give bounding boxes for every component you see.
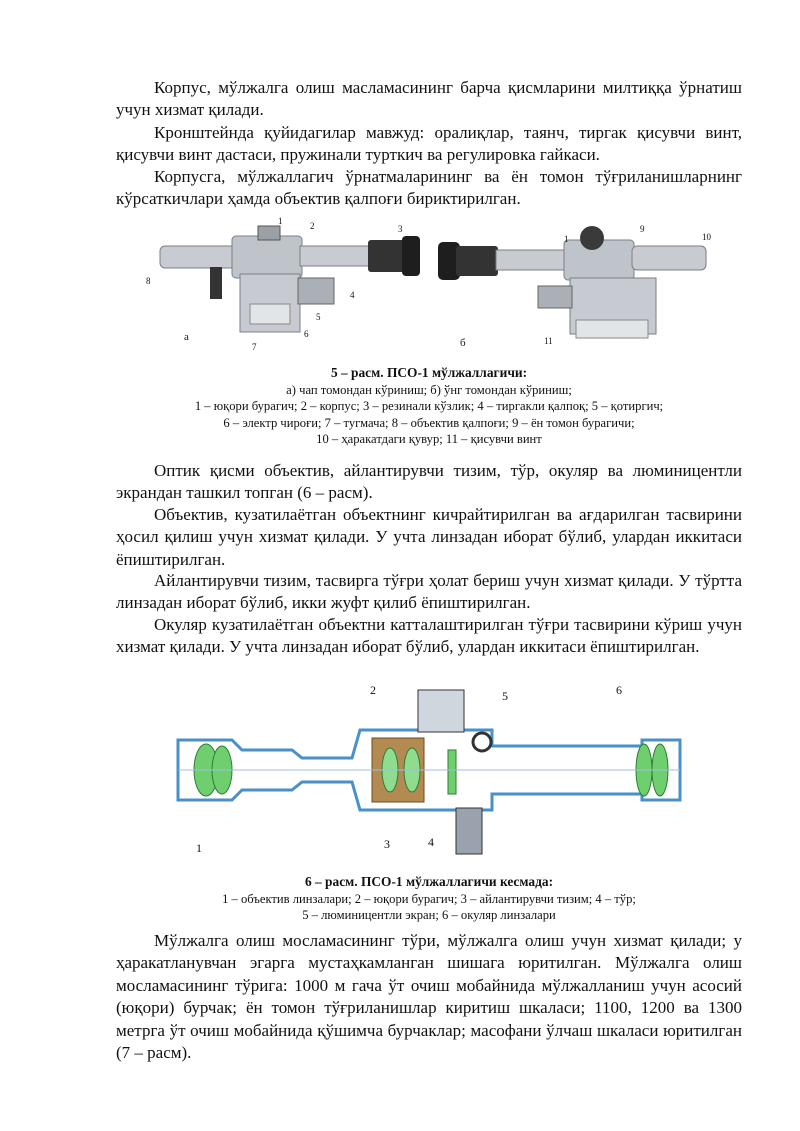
figure-5-caption: 5 – расм. ПСО-1 мўлжаллагичи: а) чап томондан кўриниш; б) ўнг томондан кўриниш; 1 – юқори бурагич; 2 – корпус; 3 – резинали кўзлик; 4 – тиргакли қалпоқ; 5 – қотиргич; 6 – электр чироғи; 7 – тугмача; 8 – объектив қалпоғи; 9 – ён томон бурагичи; 10 – ҳаракатдаги қувур; 11 – қисувчи винт (194, 365, 664, 446)
callout-number: 10 (702, 232, 711, 242)
view-letter: б (460, 337, 466, 349)
scope-cross-section (178, 690, 680, 854)
callout-number: 5 (316, 312, 321, 322)
callout-number: 8 (146, 276, 151, 286)
paragraph: Айлантирувчи тизим, тасвирга тўғри ҳолат бериш учун хизмат қилади. У тўртта линзадан иборат бўлиб, икки жуфт қилиб ёпиштирилган. (116, 571, 742, 613)
paragraph: Оптик қисми объектив, айлантирувчи тизим, тўр, окуляр ва люминицентли экрандан ташкил топган (6 – расм). (116, 461, 742, 503)
callout-number: 1 (196, 841, 202, 855)
callout-number: 1 (278, 216, 283, 226)
callout-number: 7 (252, 342, 257, 352)
figure-6-cross-section (172, 680, 692, 860)
callout-number: 1 (564, 234, 569, 244)
callout-number: 4 (350, 290, 355, 300)
callout-number: 5 (502, 689, 508, 703)
scope-left-view (160, 226, 420, 332)
paragraph: Корпус, мўлжалга олиш масламасининг барча қисмларини милтиққа ўрнатиш учун хизмат қилади. (116, 78, 742, 120)
paragraph: Мўлжалга олиш мосламасининг тўри, мўлжалга олиш учун хизмат қилади; у ҳаракатланувчан эгарга мустаҳкамланган шишага юритилган. Мўлжалга олиш мосламасининг тўрига: 1000 м гача ўт очиш мобайнида мўлжалланиш учун асосий (юқори) бурчак; ён томон тўғриланишлар киритиш шкаласи; 1100, 1200 ва 1300 метрга ўт очиш мобайнида қўшимча бурчаклар; масофани ўлчаш шкаласи юритилган (7 – расм). (116, 931, 742, 1063)
paragraph: Окуляр кузатилаётган объектни катталаштирилган тўғри тасвирини кўриш учун хизмат қилади. У учта линзадан иборат бўлиб, улардан иккитаси ёпиштирилган. (116, 615, 742, 657)
scope-right-view (438, 226, 706, 338)
callout-number: 2 (370, 683, 376, 697)
callout-number: 6 (616, 683, 622, 697)
callout-number: 4 (428, 835, 434, 849)
view-letter: а (184, 331, 189, 343)
paragraph: Корпусга, мўлжаллагич ўрнатмаларининг ва ён томон тўғриланишларнинг кўрсаткичлари ҳамда объектив қалпоғи бириктирилган. (116, 167, 742, 209)
callout-number: 11 (544, 336, 553, 346)
figure-5-scope-views (140, 212, 720, 360)
callout-number: 6 (304, 329, 309, 339)
callout-number: 3 (384, 837, 390, 851)
paragraph: Объектив, кузатилаётган объектнинг кичрайтирилган ва ағдарилган тасвирини ҳосил қилиш учун хизмат қилади. У учта линзадан иборат бўлиб, улардан иккитаси ёпиштирилган. (116, 505, 742, 569)
figure-6-caption: 6 – расм. ПСО-1 мўлжаллагичи кесмада: 1 – объектив линзалари; 2 – юқори бурагич; 3 – айлантирувчи тизим; 4 – тўр; 5 – люминицентли экран; 6 – окуляр линзалари (222, 874, 636, 922)
callout-number: 2 (310, 221, 315, 231)
paragraph: Кронштейнда қуйидагилар мавжуд: оралиқлар, таянч, тиргак қисувчи винт, қисувчи винт дастаси, пружинали турткич ва регулировка гайкаси. (116, 123, 742, 165)
callout-number: 9 (640, 224, 645, 234)
callout-number: 3 (398, 224, 403, 234)
